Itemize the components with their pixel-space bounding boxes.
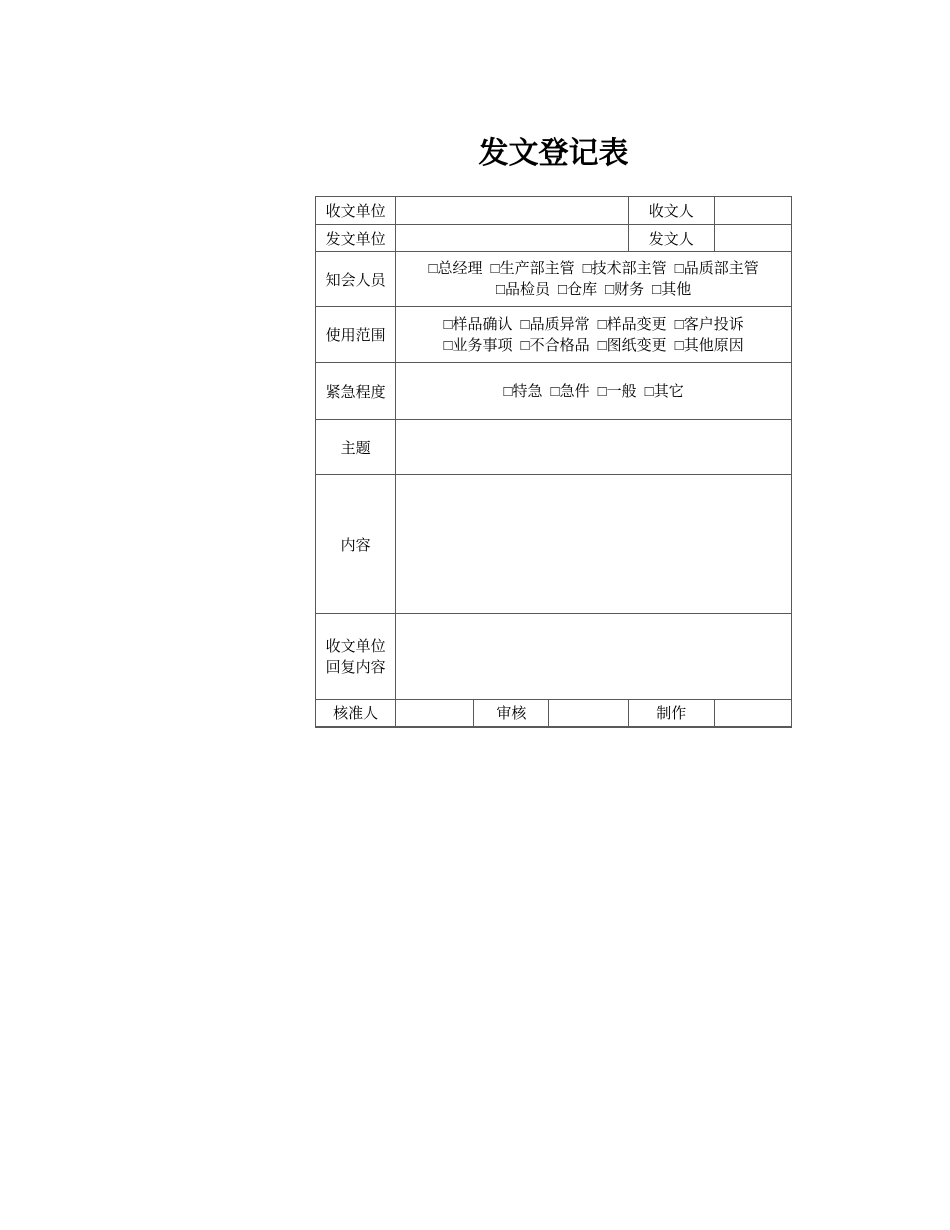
- checkbox-option[interactable]: □财务: [605, 281, 645, 298]
- notify-options-cell: [396, 252, 792, 307]
- recipient-unit-input[interactable]: [396, 197, 628, 225]
- checkbox-option[interactable]: □样品确认: [443, 315, 513, 333]
- notify-options-line2: [398, 279, 789, 300]
- sender-unit-input[interactable]: [396, 225, 628, 252]
- registration-table: [315, 196, 792, 728]
- checkbox-option[interactable]: □品质异常: [520, 315, 590, 333]
- notify-label: 知会人员: [316, 252, 396, 307]
- scope-options-line2: [398, 335, 789, 356]
- subject-input[interactable]: [396, 420, 792, 475]
- scope-label: 使用范围: [316, 307, 396, 363]
- content-label: 内容: [316, 475, 396, 614]
- checkbox-option[interactable]: □总经理: [428, 260, 483, 277]
- checkbox-option[interactable]: □不合格品: [520, 336, 590, 354]
- recipient-person-label: 收文人: [628, 197, 714, 225]
- reply-input[interactable]: [396, 614, 792, 700]
- urgency-label: 紧急程度: [316, 363, 396, 420]
- maker-input[interactable]: [714, 700, 791, 727]
- urgency-options-cell: [396, 363, 792, 420]
- checkbox-option[interactable]: □客户投诉: [674, 315, 744, 333]
- reviewer-input[interactable]: [549, 700, 628, 727]
- reply-label-line1: 收文单位: [325, 637, 386, 655]
- notify-options-line1: [398, 258, 789, 279]
- approver-input[interactable]: [396, 700, 474, 727]
- checkbox-option[interactable]: □特急: [503, 382, 543, 400]
- content-input[interactable]: [396, 475, 792, 614]
- recipient-person-input[interactable]: [714, 197, 791, 225]
- checkbox-option[interactable]: □图纸变更: [597, 336, 667, 354]
- page-title: 发文登记表: [478, 137, 629, 170]
- table-row: [316, 307, 792, 363]
- checkbox-option[interactable]: □样品变更: [597, 315, 667, 333]
- table-row: [316, 475, 792, 614]
- table-row: [316, 363, 792, 420]
- table-row: [316, 225, 792, 252]
- checkbox-option[interactable]: □其他原因: [674, 336, 744, 354]
- recipient-unit-label: 收文单位: [316, 197, 396, 225]
- reviewer-label: 审核: [474, 700, 549, 727]
- table-row: [316, 700, 792, 727]
- checkbox-option[interactable]: □品质部主管: [674, 260, 759, 277]
- checkbox-option[interactable]: □其他: [652, 281, 692, 298]
- registration-form-sheet: [315, 137, 792, 728]
- checkbox-option[interactable]: □一般: [597, 382, 637, 400]
- maker-label: 制作: [628, 700, 714, 727]
- checkbox-option[interactable]: □品检员: [495, 281, 551, 298]
- table-row: [316, 614, 792, 700]
- checkbox-option[interactable]: □技术部主管: [582, 260, 667, 277]
- subject-label: 主题: [316, 420, 396, 475]
- approver-label: 核准人: [316, 700, 396, 727]
- sender-person-input[interactable]: [714, 225, 791, 252]
- reply-label-line2: 回复内容: [325, 658, 386, 676]
- urgency-options-line: [398, 381, 789, 402]
- reply-label: [316, 614, 396, 700]
- sender-person-label: 发文人: [628, 225, 714, 252]
- table-row: [316, 252, 792, 307]
- checkbox-option[interactable]: □其它: [644, 382, 684, 400]
- scope-options-cell: [396, 307, 792, 363]
- sender-unit-label: 发文单位: [316, 225, 396, 252]
- checkbox-option[interactable]: □生产部主管: [490, 260, 575, 277]
- table-row: [316, 420, 792, 475]
- checkbox-option[interactable]: □急件: [550, 382, 590, 400]
- checkbox-option[interactable]: □仓库: [558, 281, 598, 298]
- checkbox-option[interactable]: □业务事项: [443, 336, 513, 354]
- table-row: [316, 197, 792, 225]
- scope-options-line1: [398, 314, 789, 335]
